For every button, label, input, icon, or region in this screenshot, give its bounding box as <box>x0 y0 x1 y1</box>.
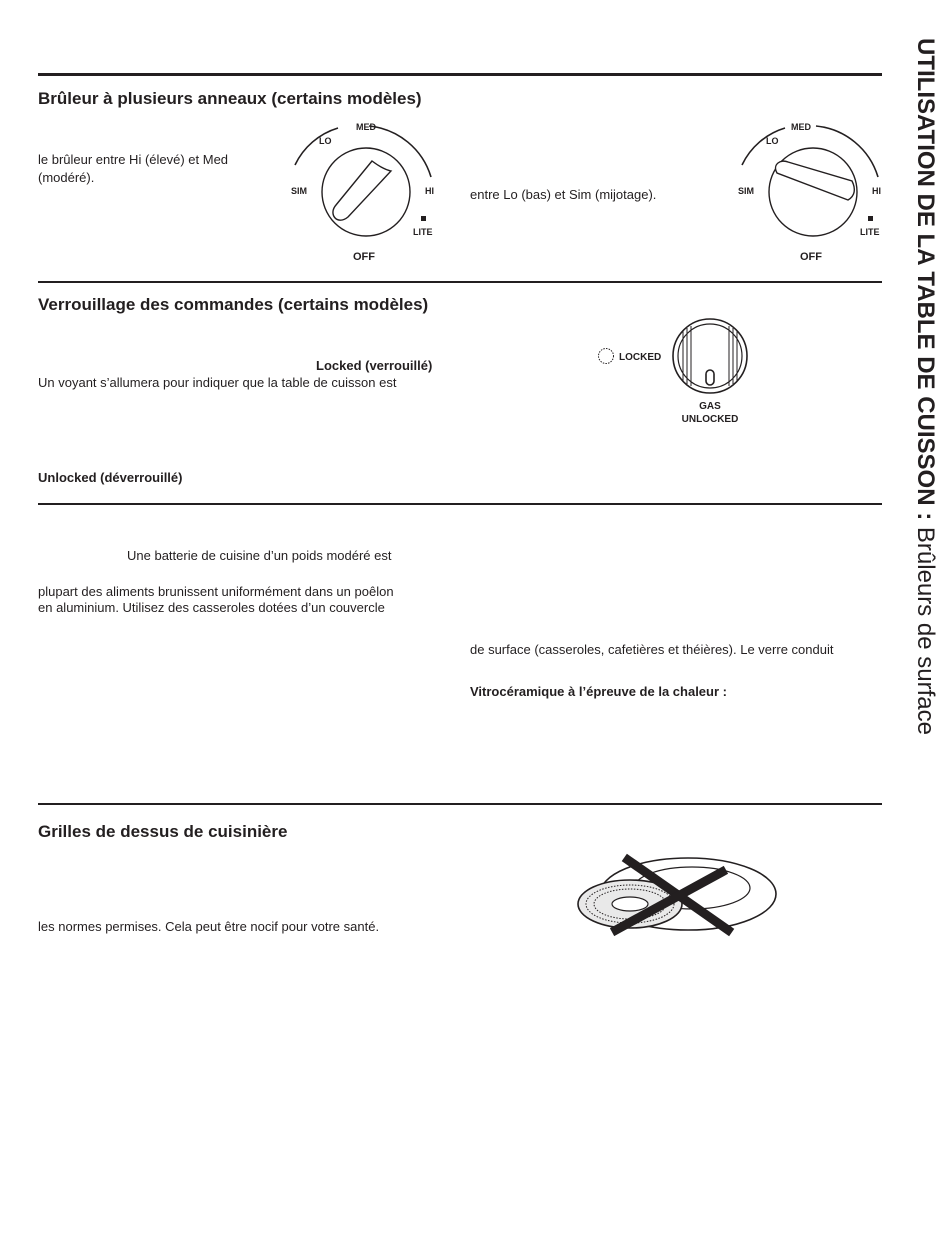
burner-knob-diagram-hi-med <box>283 115 448 265</box>
knob-label-hi: HI <box>872 186 881 196</box>
knob-label-sim: SIM <box>738 186 755 196</box>
section-divider <box>38 281 882 283</box>
burner-text-left-2: (modéré). <box>38 170 95 185</box>
knob-index-mark <box>706 370 714 385</box>
knob-arc-left <box>295 128 338 165</box>
cookware-text-3: en aluminium. Utilisez des casseroles dotées d’un couvercle <box>38 600 385 615</box>
cookware-text-1: Une batterie de cuisine d’un poids modéré est <box>127 548 392 563</box>
section-divider <box>38 73 882 76</box>
locked-text: Un voyant s’allumera pour indiquer que la table de cuisson est <box>38 375 397 390</box>
lock-label-gas: GAS <box>699 401 721 412</box>
lock-indicator-light <box>599 349 614 364</box>
lock-knob-diagram <box>595 315 765 430</box>
grates-text-1: les normes permises. Cela peut être nocif pour votre santé. <box>38 919 380 934</box>
knob-label-lite: LITE <box>860 227 880 237</box>
grates-heading: Grilles de dessus de cuisinière <box>38 822 288 841</box>
side-title-bold: UTILISATION DE LA TABLE DE CUISSON : <box>912 38 939 521</box>
side-title <box>912 38 938 735</box>
cookware-text-2: plupart des aliments brunissent uniformément dans un poêlon <box>38 584 394 599</box>
section-divider <box>38 503 882 505</box>
pan-liner-center <box>612 897 648 911</box>
glass-ceramic-label: Vitrocéramique à l’épreuve de la chaleur : <box>470 684 727 699</box>
knob-label-off: OFF <box>800 251 822 263</box>
knob-label-lite: LITE <box>413 227 433 237</box>
knob-label-med: MED <box>356 122 376 132</box>
knob-label-med: MED <box>791 122 811 132</box>
knob-arc-left <box>742 128 785 165</box>
section-divider <box>38 803 882 805</box>
lock-label-unlocked: UNLOCKED <box>681 414 739 425</box>
lock-heading: Verrouillage des commandes (certains modèles) <box>38 295 429 314</box>
burner-knob-diagram-lo-sim <box>730 115 895 265</box>
lite-marker <box>421 216 426 221</box>
knob-label-hi: HI <box>425 186 434 196</box>
unlocked-label: Unlocked (déverrouillé) <box>38 470 183 485</box>
burner-text-left-1: le brûleur entre Hi (élevé) et Med <box>38 152 229 167</box>
locked-label: Locked (verrouillé) <box>316 358 433 373</box>
side-title-normal: Brûleurs de surface <box>912 520 939 735</box>
knob-label-lo: LO <box>319 136 332 146</box>
knob-label-off: OFF <box>353 251 375 263</box>
burner-heading: Brûleur à plusieurs anneaux (certains modèles) <box>38 89 422 108</box>
lite-marker <box>868 216 873 221</box>
grate-cover-prohibited-diagram <box>570 850 785 940</box>
knob-label-lo: LO <box>766 136 779 146</box>
knob-label-sim: SIM <box>291 186 308 196</box>
cookware-text-4: de surface (casseroles, cafetières et théières). Le verre conduit <box>470 642 834 657</box>
burner-text-right-1: entre Lo (bas) et Sim (mijotage). <box>470 187 657 202</box>
lock-label-locked: LOCKED <box>619 352 662 363</box>
